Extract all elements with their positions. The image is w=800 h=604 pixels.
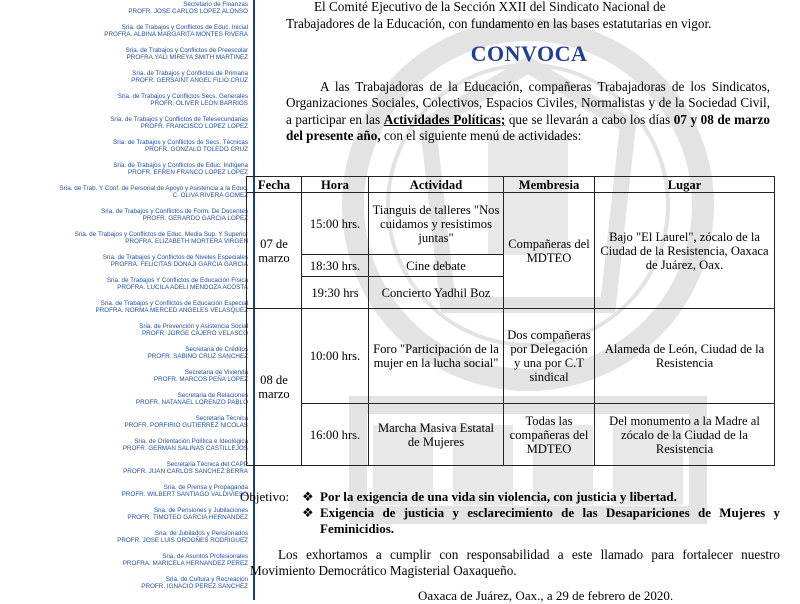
sidebar-entry-title: Sria. de Asuntos Profesionales <box>162 553 248 560</box>
sidebar-entry-name: PROFR. MARCOS PEÑA LOPEZ <box>153 376 248 383</box>
sidebar-entry-title: Sria. de Trabajos y Conflictos de Educ. Media Sup. Y Superior <box>74 231 248 238</box>
objectives-section <box>240 489 780 537</box>
sidebar-entry-title: Secretario de Finanzas <box>183 1 248 8</box>
sidebar-entry-title: Secretaria Técnica <box>195 415 248 422</box>
cell-fecha-day1: 07 de marzo <box>247 193 302 309</box>
sidebar-entry-title: Sria. de Trabajos y Conflictos de Preescolar <box>125 47 248 54</box>
sidebar-entry <box>123 553 248 567</box>
sidebar-entry <box>101 208 248 222</box>
header-actividad: Actividad <box>369 177 504 193</box>
sidebar-entry-title: Sria. de Pensiones y Jubilaciones <box>153 507 248 514</box>
sidebar-entry-name: PROFRA. NORMA MERCED ANGELES VELASQUEZ <box>95 307 248 314</box>
sidebar-entry <box>131 70 248 84</box>
cell-hora: 16:00 hrs. <box>302 404 369 466</box>
convoca-heading: CONVOCA <box>470 41 588 66</box>
sidebar-entry-title: Sria. de Prevención y Asistencia Social <box>139 323 248 330</box>
intro-line-2: Trabajadores de la Educación, con fundamento en las bases estatutarias en vigor. <box>286 16 712 31</box>
sidebar-entry <box>113 162 248 176</box>
sidebar-entry <box>123 438 248 452</box>
sidebar-entry <box>117 530 248 544</box>
para-text-a: A las Trabajadoras de la Educación, compañeras Trabajadoras de los Sindicatos, Organizaciones Sociales, Colectivos, Espacios Civiles, Normalistas y de la Sociedad Civil, a participar en las <box>286 79 770 127</box>
sidebar-entry-name: PROFR. GERMAN SALINAS CASTILLEJOS <box>122 445 248 452</box>
sidebar-entry-title: Sria. de Trabajos Y Conflictos de Educación Física <box>106 277 248 284</box>
sidebar-entry-title: Sria. de Orientación Política e Ideológica <box>134 438 248 445</box>
objective-row <box>240 489 780 505</box>
sidebar-directory <box>0 0 258 600</box>
closing-paragraph <box>250 547 780 579</box>
sidebar-entry-name: PROFRA. FELICITAS DONAJI GARCIA GARCIA <box>110 261 248 268</box>
sidebar-entry-title: Secretaria de Relaciones <box>177 392 248 399</box>
dateline: Oaxaca de Juárez, Oax., a 29 de febrero de 2020. <box>418 588 674 603</box>
sidebar-entry-name: PROFR. OLIVER LEON BARRIOS <box>150 100 248 107</box>
closing-text: Los exhortamos a cumplir con responsabilidad a este llamado para fortalecer nuestro Movimiento Democrático Magisterial Oaxaqueño. <box>250 547 780 578</box>
sidebar-entry-title: Sria. de Jubilados y Pensionados <box>154 530 248 537</box>
cell-actividad: Concierto Yadhil Boz <box>369 277 504 309</box>
sidebar-entry-name: PROFRA. MARICELA HERNANDEZ PEREZ <box>122 560 248 567</box>
para-highlight-actividades: Actividades Políticas; <box>383 111 506 127</box>
sidebar-entry-title: Secretaria de Vivienda <box>184 369 248 376</box>
sidebar-entry-title: Sria. de Trabajos y Conflictos de Telesecundarias <box>110 116 248 123</box>
sidebar-entry-name: PROFR. GERSAINT ANGEL FILIO CRUZ <box>131 77 248 84</box>
table-row <box>247 309 775 404</box>
objective-label: Objetivo: <box>240 489 290 504</box>
cell-hora: 18:30 hrs. <box>302 255 369 277</box>
cell-hora: 15:00 hrs. <box>302 193 369 255</box>
cell-hora: 10:00 hrs. <box>302 309 369 404</box>
table-row <box>247 193 775 255</box>
cell-membresia-day1: Compañeras del MDTEO <box>504 193 595 309</box>
sidebar-entry-name: PROFR. WILBERT SANTIAGO VALDIVIESO <box>121 491 248 498</box>
header-lugar: Lugar <box>595 177 775 193</box>
sidebar-entry-title: Sria. de Cultura y Recreación <box>165 576 248 583</box>
objective-row <box>240 505 780 537</box>
sidebar-entry <box>139 323 248 337</box>
diamond-bullet-icon: ❖ <box>302 489 314 504</box>
para-text-c: que se llevarán a cabo los días <box>505 111 674 127</box>
sidebar-entry-name: PROFRA. ALBINA MARGARITA MONTES RIVERA <box>104 31 248 38</box>
sidebar-entry <box>60 185 248 199</box>
header-hora: Hora <box>302 177 369 193</box>
sidebar-entry-name: PROFR. GONZALO TOLEDO CRUZ <box>145 146 248 153</box>
table-row <box>247 404 775 466</box>
sidebar-entry-title: Sria. de Trab. Y Conf. de Personal de Apoyo y Asistencia a la Educ. <box>59 185 248 192</box>
sidebar-entry-title: Sria. de Trabajos y Conflictos de Educación Especial <box>100 300 248 307</box>
objective-item: Por la exigencia de una vida sin violencia, con justicia y libertad. <box>320 489 677 504</box>
sidebar-entry-name: PROFR. EFREN FRANCO LOPEZ LOPEZ <box>127 169 248 176</box>
cell-actividad: Foro "Participación de la mujer en la lucha social" <box>369 309 504 404</box>
cell-actividad: Cine debate <box>369 255 504 277</box>
sidebar-entry <box>141 576 248 590</box>
sidebar-entry-name: PROFR. JUAN CARLOS SANCHEZ BERRA <box>123 468 248 475</box>
sidebar-entry-title: Secretaria Técnica del CAPP <box>166 461 248 468</box>
cell-hora: 19:30 hrs <box>302 277 369 309</box>
schedule-table <box>246 176 775 466</box>
sidebar-entry <box>123 461 248 475</box>
sidebar-entry-name: PROFR. TIMOTEO GARCIA HERNANDEZ <box>127 514 248 521</box>
para-highlight-dates: 07 y 08 de marzo del presente año, <box>286 111 770 143</box>
sidebar-entry-title: Sria. de Trabajos y Conflictos de Primaria <box>132 70 248 77</box>
sidebar-entry <box>118 93 248 107</box>
cell-fecha-day2: 08 de marzo <box>247 309 302 466</box>
sidebar-entry <box>75 231 248 245</box>
sidebar-entry-name: PROFR. JORGE CAJERO VELASCO <box>141 330 248 337</box>
sidebar-entry <box>113 139 248 153</box>
sidebar-entry <box>126 47 249 61</box>
sidebar-entry <box>103 254 248 268</box>
sidebar-entry-title: Sria. de Trabajos y Conflictos de Educ. Inicial <box>121 24 248 31</box>
intro-paragraph <box>286 0 766 32</box>
sidebar-entry-title: Sria. de Trabajos y Conflictos de Secs. Técnicas <box>113 139 248 146</box>
sidebar-entry-name: PROFR. GERARDO GARCIA LOPEZ <box>142 215 248 222</box>
sidebar-entry-title: Sria. de Trabajos y Conflictos Secs. Generales <box>117 93 248 100</box>
sidebar-entry-name: PROFR. IGNACIO PEREZ SANCHEZ <box>141 583 248 590</box>
sidebar-entry <box>104 24 248 38</box>
cell-lugar: Del monumento a la Madre al zócalo de la Ciudad de la Resistencia <box>595 404 775 466</box>
para-text-e: con el siguiente menú de actividades: <box>380 127 582 143</box>
sidebar-entry <box>148 346 248 360</box>
cell-membresia: Todas las compañeras del MDTEO <box>504 404 595 466</box>
sidebar-entry-name: PROFR. NATANAEL LORENZO PABLO <box>135 399 248 406</box>
sidebar-entry-name: PROFR. SABINO CRUZ SANCHEZ <box>147 353 248 360</box>
sidebar-entry <box>128 1 248 15</box>
cell-lugar: Alameda de León, Ciudad de la Resistencia <box>595 309 775 404</box>
sidebar-entry-name: PROFRA.YALI MIREYA SMITH MARTINEZ <box>126 54 248 61</box>
sidebar-entry-name: PROFRA. ELIZABETH MORTERA VIRGEN <box>125 238 248 245</box>
sidebar-entry-title: Secretaria de Créditos <box>185 346 248 353</box>
sidebar-entry <box>154 369 248 383</box>
header-membresia: Membresia <box>504 177 595 193</box>
sidebar-entry <box>127 507 248 521</box>
sidebar-entry <box>107 277 248 291</box>
sidebar-entry-name: PROFR. JOSE CARLOS LOPEZ ALONSO <box>128 8 248 15</box>
cell-actividad: Marcha Masiva Estatal de Mujeres <box>369 404 504 466</box>
sidebar-entry-title: Sria. de Trabajos y Conflictos de Niveles Especiales <box>102 254 248 261</box>
sidebar-entry-name: PROFRA. LUCILA ADELI MENDOZA ACOSTA <box>117 284 248 291</box>
sidebar-entry-title: Sria. de Prensa y Propaganda <box>163 484 248 491</box>
sidebar-entry <box>136 392 248 406</box>
diamond-bullet-icon: ❖ <box>302 505 314 520</box>
invitation-paragraph <box>286 79 770 144</box>
cell-actividad: Tianguis de talleres "Nos cuidamos y resistimos juntas" <box>369 193 504 255</box>
objective-item: Exigencia de justicia y esclarecimiento de las Desapariciones de Mujeres y Feminicidios. <box>320 505 780 536</box>
cell-lugar-day1: Bajo "El Laurel", zócalo de la Ciudad de la Resistencia, Oaxaca de Juárez, Oax. <box>595 193 775 309</box>
intro-line-1: El Comité Ejecutivo de la Sección XXII del Sindicato Nacional de <box>314 0 666 14</box>
sidebar-entry-name: PROFR. PORFIRIO GUTIERREZ NICOLAS <box>124 422 248 429</box>
sidebar-entry-name: C. OLIVA RIVERA GOMEZ <box>172 192 248 199</box>
sidebar-entry <box>122 484 248 498</box>
cell-membresia: Dos compañeras por Delegación y una por C.T sindical <box>504 309 595 404</box>
sidebar-entry-name: PROFR. FRANCISCO LOPEZ LOPEZ <box>140 123 248 130</box>
sidebar-entry <box>95 300 248 314</box>
sidebar-entry <box>125 415 249 429</box>
sidebar-entry-title: Sria. de Trabajos y Conflictos de Form. De Docentes <box>101 208 248 215</box>
sidebar-entry-name: PROFR. JOSE LUIS ORDOÑES RODRIGUEZ <box>117 537 248 544</box>
header-fecha: Fecha <box>247 177 302 193</box>
sidebar-entry-title: Sria. de Trabajos y Conflictos de Educ. Indígena <box>113 162 248 169</box>
main-document <box>240 0 800 603</box>
sidebar-entry <box>110 116 248 130</box>
